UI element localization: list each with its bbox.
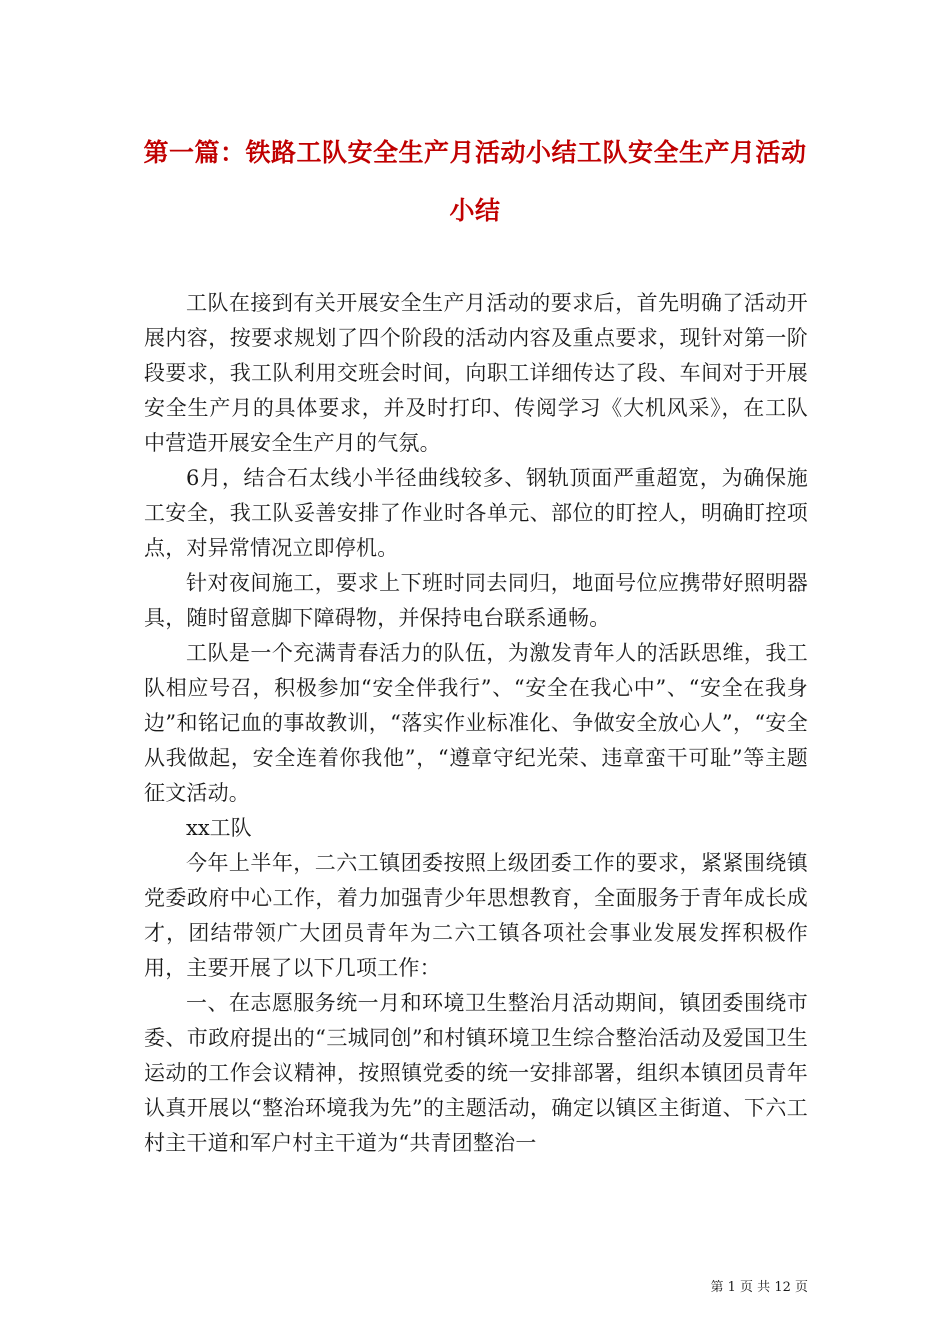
- paragraph-june-arrangements: 6月，结合石太线小半径曲线较多、钢轨顶面严重超宽，为确保施工安全，我工队妥善安排了作业时各单元、部位的盯控人，明确盯控项点，对异常情况立即停机。: [144, 466, 808, 560]
- document-body: [144, 286, 808, 1161]
- signature-work-team: xx工队: [186, 816, 252, 840]
- paragraph-night-construction: 针对夜间施工，要求上下班时同去同归，地面号位应携带好照明器具，随时留意脚下障碍物，并保持电台联系通畅。: [144, 571, 808, 630]
- page-number-footer: 第 1 页 共 12 页: [710, 1280, 808, 1295]
- paragraph-youth-league-summary: 今年上半年，二六工镇团委按照上级团委工作的要求，紧紧围绕镇党委政府中心工作，着力加强青少年思想教育，全面服务于青年成长成才，团结带领广大团员青年为二六工镇各项社会事业发展发挥积极作用，主要开展了以下几项工作：: [144, 851, 808, 980]
- paragraph-safety-month-intro: 工队在接到有关开展安全生产月活动的要求后，首先明确了活动开展内容，按要求规划了四个阶段的活动内容及重点要求，现针对第一阶段要求，我工队利用交班会时间，向职工详细传达了段、车间对于开展安全生产月的具体要求，并及时打印、传阅学习《大机风采》，在工队中营造开展安全生产月的气氛。: [144, 291, 808, 455]
- document-title: 第一篇：铁路工队安全生产月活动小结工队安全生产月活动小结: [143, 138, 807, 225]
- paragraph-essay-activities: 工队是一个充满青春活力的队伍，为激发青年人的活跃思维，我工队相应号召，积极参加“安全伴我行”、“安全在我心中”、“安全在我身边”和铭记血的事故教训，“落实作业标准化、争做安全放心人”，“安全从我做起，安全连着你我他”，“遵章守纪光荣、违章蛮干可耻”等主题征文活动。: [144, 641, 808, 805]
- paragraph-volunteer-service: 一、在志愿服务统一月和环境卫生整治月活动期间，镇团委围绕市委、市政府提出的“三城同创”和村镇环境卫生综合整治活动及爱国卫生运动的工作会议精神，按照镇党委的统一安排部署，组织本镇团员青年认真开展以“整治环境我为先”的主题活动，确定以镇区主街道、下六工村主干道和军户村主干道为“共青团整治一: [144, 991, 808, 1155]
